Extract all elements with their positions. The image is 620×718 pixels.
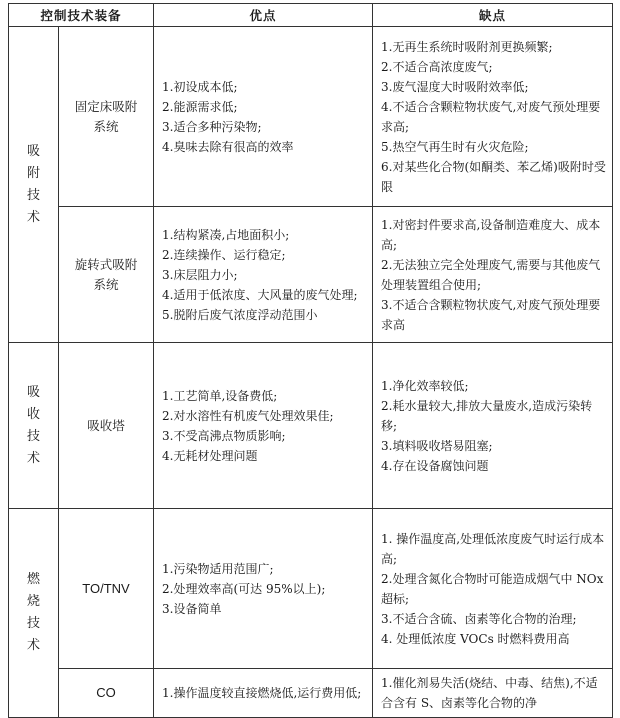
header-pros: 优点 [154,4,373,27]
category-absorption: 吸 收 技 术 [9,343,59,509]
comparison-table [8,3,613,718]
table-row [9,27,613,207]
category-combustion: 燃 烧 技 术 [9,509,59,718]
cons-absorber: 1.净化效率较低; 2.耗水量较大,排放大量废水,造成污染转移; 3.填料吸收塔易阻塞; 4.存在设备腐蚀问题 [373,343,613,509]
table-row [9,669,613,718]
cons-to-tnv: 1. 操作温度高,处理低浓度废气时运行成本高; 2.处理含氮化合物时可能造成烟气中 NOx 超标; 3.不适合含硫、卤素等化合物的治理; 4. 处理低浓度 VOCs 时燃料费用高 [373,509,613,669]
header-row [9,4,613,27]
pros-rotary: 1.结构紧凑,占地面积小; 2.连续操作、运行稳定; 3.床层阻力小; 4.适用于低浓度、大风量的废气处理; 5.脱附后废气浓度浮动范围小 [154,207,373,343]
header-device: 控制技术装备 [9,4,154,27]
device-rotary: 旋转式吸附 系统 [59,207,154,343]
pros-co: 1.操作温度较直接燃烧低,运行费用低; [154,669,373,718]
pros-absorber: 1.工艺简单,设备费低; 2.对水溶性有机废气处理效果佳; 3.不受高沸点物质影响; 4.无耗材处理问题 [154,343,373,509]
category-adsorption: 吸 附 技 术 [9,27,59,343]
pros-fixed-bed: 1.初设成本低; 2.能源需求低; 3.适合多种污染物; 4.臭味去除有很高的效率 [154,27,373,207]
device-co: CO [59,669,154,718]
device-fixed-bed: 固定床吸附 系统 [59,27,154,207]
device-to-tnv: TO/TNV [59,509,154,669]
pros-to-tnv: 1.污染物适用范围广; 2.处理效率高(可达 95%以上); 3.设备简单 [154,509,373,669]
table-row [9,343,613,509]
device-absorber: 吸收塔 [59,343,154,509]
table-row [9,207,613,343]
cons-co: 1.催化剂易失活(烧结、中毒、结焦),不适合含有 S、卤素等化合物的净 [373,669,613,718]
table-row [9,509,613,669]
cons-rotary: 1.对密封件要求高,设备制造难度大、成本高; 2.无法独立完全处理废气,需要与其他废气处理装置组合使用; 3.不适合含颗粒物状废气,对废气预处理要求高 [373,207,613,343]
cons-fixed-bed: 1.无再生系统时吸附剂更换频繁; 2.不适合高浓度废气; 3.废气湿度大时吸附效率低; 4.不适合含颗粒物状废气,对废气预处理要求高; 5.热空气再生时有火灾危险; 6.对某些化合物(如酮类、苯乙烯)吸附时受限 [373,27,613,207]
header-cons: 缺点 [373,4,613,27]
